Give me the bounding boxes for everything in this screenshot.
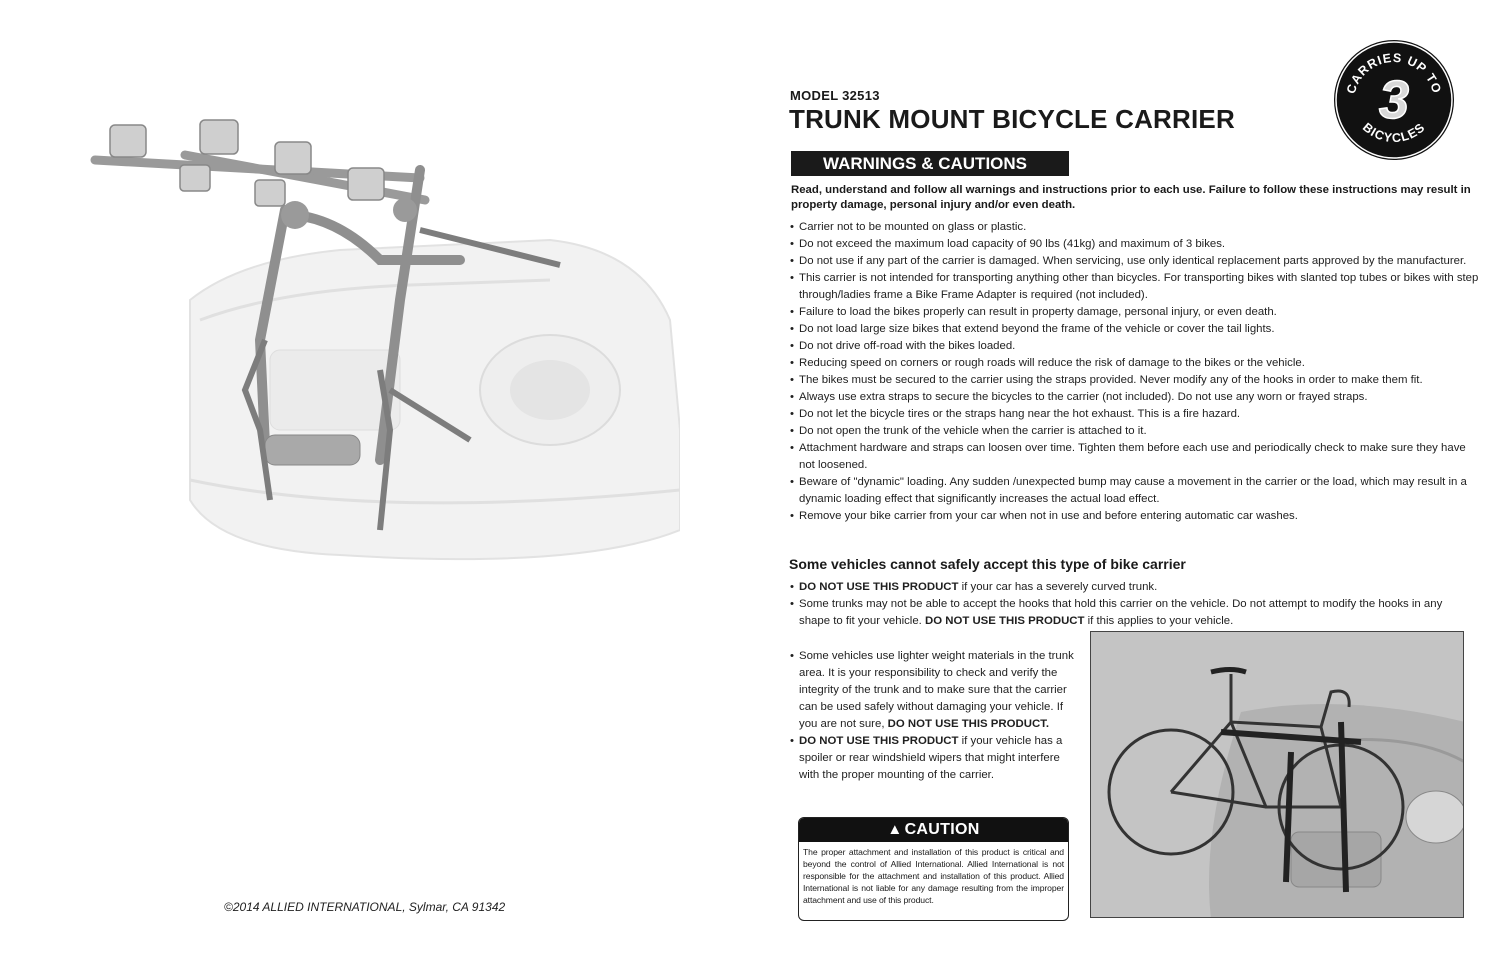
warnings-heading: WARNINGS & CAUTIONS (791, 151, 1069, 176)
note-bold: DO NOT USE THIS PRODUCT. (887, 718, 1050, 730)
note-text: if this applies to your vehicle. (1084, 615, 1234, 627)
copyright-text: ©2014 ALLIED INTERNATIONAL, Sylmar, CA 91342 (224, 900, 506, 914)
list-item: • Remove your bike carrier from your car when not in use and before entering automatic car washes. (790, 508, 1480, 525)
caution-header (799, 818, 1068, 842)
list-item (790, 733, 1075, 784)
list-item: • Reducing speed on corners or rough roads will reduce the risk of damage to the bikes or the vehicle. (790, 355, 1480, 372)
warning-triangle-icon: ▲ (887, 821, 903, 838)
list-item: • Do not open the trunk of the vehicle when the carrier is attached to it. (790, 423, 1480, 440)
list-item (790, 648, 1075, 733)
list-item: • Attachment hardware and straps can loosen over time. Tighten them before each use and periodically check to make sure they have not loosened. (790, 440, 1480, 474)
badge-bottom-text: BICYCLES (1359, 120, 1428, 146)
note-bold: DO NOT USE THIS PRODUCT (799, 735, 959, 747)
list-item: • The bikes must be secured to the carrier using the straps provided. Never modify any of the hooks in order to make them fit. (790, 372, 1480, 389)
list-item: • This carrier is not intended for transporting anything other than bicycles. For transporting bikes with slanted top tubes or bikes with step through/ladies frame a Bike Frame Adapter is required (not included). (790, 270, 1480, 304)
intro-text: Read, understand and follow all warnings and instructions prior to each use. Failure to follow these instructions may result in property damage, personal injury and/or even death. (791, 184, 1471, 211)
note-text: Some trunks may not be able to accept the hooks that hold this carrier on the vehicle. Do not attempt to modify the hooks in any shape to fit your vehicle. (799, 598, 1443, 627)
vehicles-heading: Some vehicles cannot safely accept this type of bike carrier (789, 556, 1186, 572)
list-item: • Do not load large size bikes that extend beyond the frame of the vehicle or cover the tail lights. (790, 321, 1480, 338)
carries-up-to-3-bicycles-badge (1332, 38, 1456, 162)
list-item: • Do not let the bicycle tires or the straps hang near the hot exhaust. This is a fire hazard. (790, 406, 1480, 423)
list-item: • Failure to load the bikes properly can result in property damage, personal injury, or even death. (790, 304, 1480, 321)
note-text: if your vehicle has a spoiler or rear windshield wipers that might interfere with the proper mounting of the carrier. (799, 735, 1063, 781)
list-item: • Do not use if any part of the carrier is damaged. When servicing, use only identical replacement parts approved by the manufacturer. (790, 253, 1480, 270)
mounted-bike-photo (1090, 631, 1464, 918)
caution-text: The proper attachment and installation of this product is critical and beyond the control of Allied International. Allied International is not responsible for the attachment and installation of this product. Allied International is not liable for any damage resulting from the improper attachment and use of this product. (803, 847, 1064, 905)
badge-top-text: CARRIES UP TO (1343, 50, 1445, 96)
list-item (790, 579, 1480, 596)
warnings-list (790, 219, 1480, 525)
list-item: • Carrier not to be mounted on glass or plastic. (790, 219, 1480, 236)
caution-label (798, 817, 1069, 921)
right-page (760, 0, 1500, 971)
note-bold: DO NOT USE THIS PRODUCT (799, 581, 959, 593)
vehicle-notes-list-narrow (790, 648, 1075, 784)
caution-heading: CAUTION (904, 821, 980, 838)
list-item: • Beware of "dynamic" loading. Any sudden /unexpected bump may cause a movement in the carrier or the load, which may result in a dynamic loading effect that significantly increases the actual load effect. (790, 474, 1480, 508)
note-text: Some vehicles use lighter weight materials in the trunk area. It is your responsibility to check and verify the integrity of the trunk and to make sure that the carrier can be used safely without damaging your vehicle. If you are not sure, (799, 650, 1074, 730)
note-text: if your car has a severely curved trunk. (958, 581, 1158, 593)
model-number: MODEL 32513 (790, 88, 880, 103)
note-bold: DO NOT USE THIS PRODUCT (925, 615, 1085, 627)
list-item: • Do not drive off-road with the bikes loaded. (790, 338, 1480, 355)
list-item (790, 596, 1475, 630)
vehicle-notes-list (790, 579, 1480, 630)
page-title: TRUNK MOUNT BICYCLE CARRIER (789, 104, 1235, 134)
list-item: • Do not exceed the maximum load capacity of 90 lbs (41kg) and maximum of 3 bikes. (790, 236, 1480, 253)
list-item: • Always use extra straps to secure the bicycles to the carrier (not included). Do not use any worn or frayed straps. (790, 389, 1480, 406)
badge-number: 3 (1378, 70, 1410, 130)
trunk-carrier-illustration (80, 100, 680, 570)
